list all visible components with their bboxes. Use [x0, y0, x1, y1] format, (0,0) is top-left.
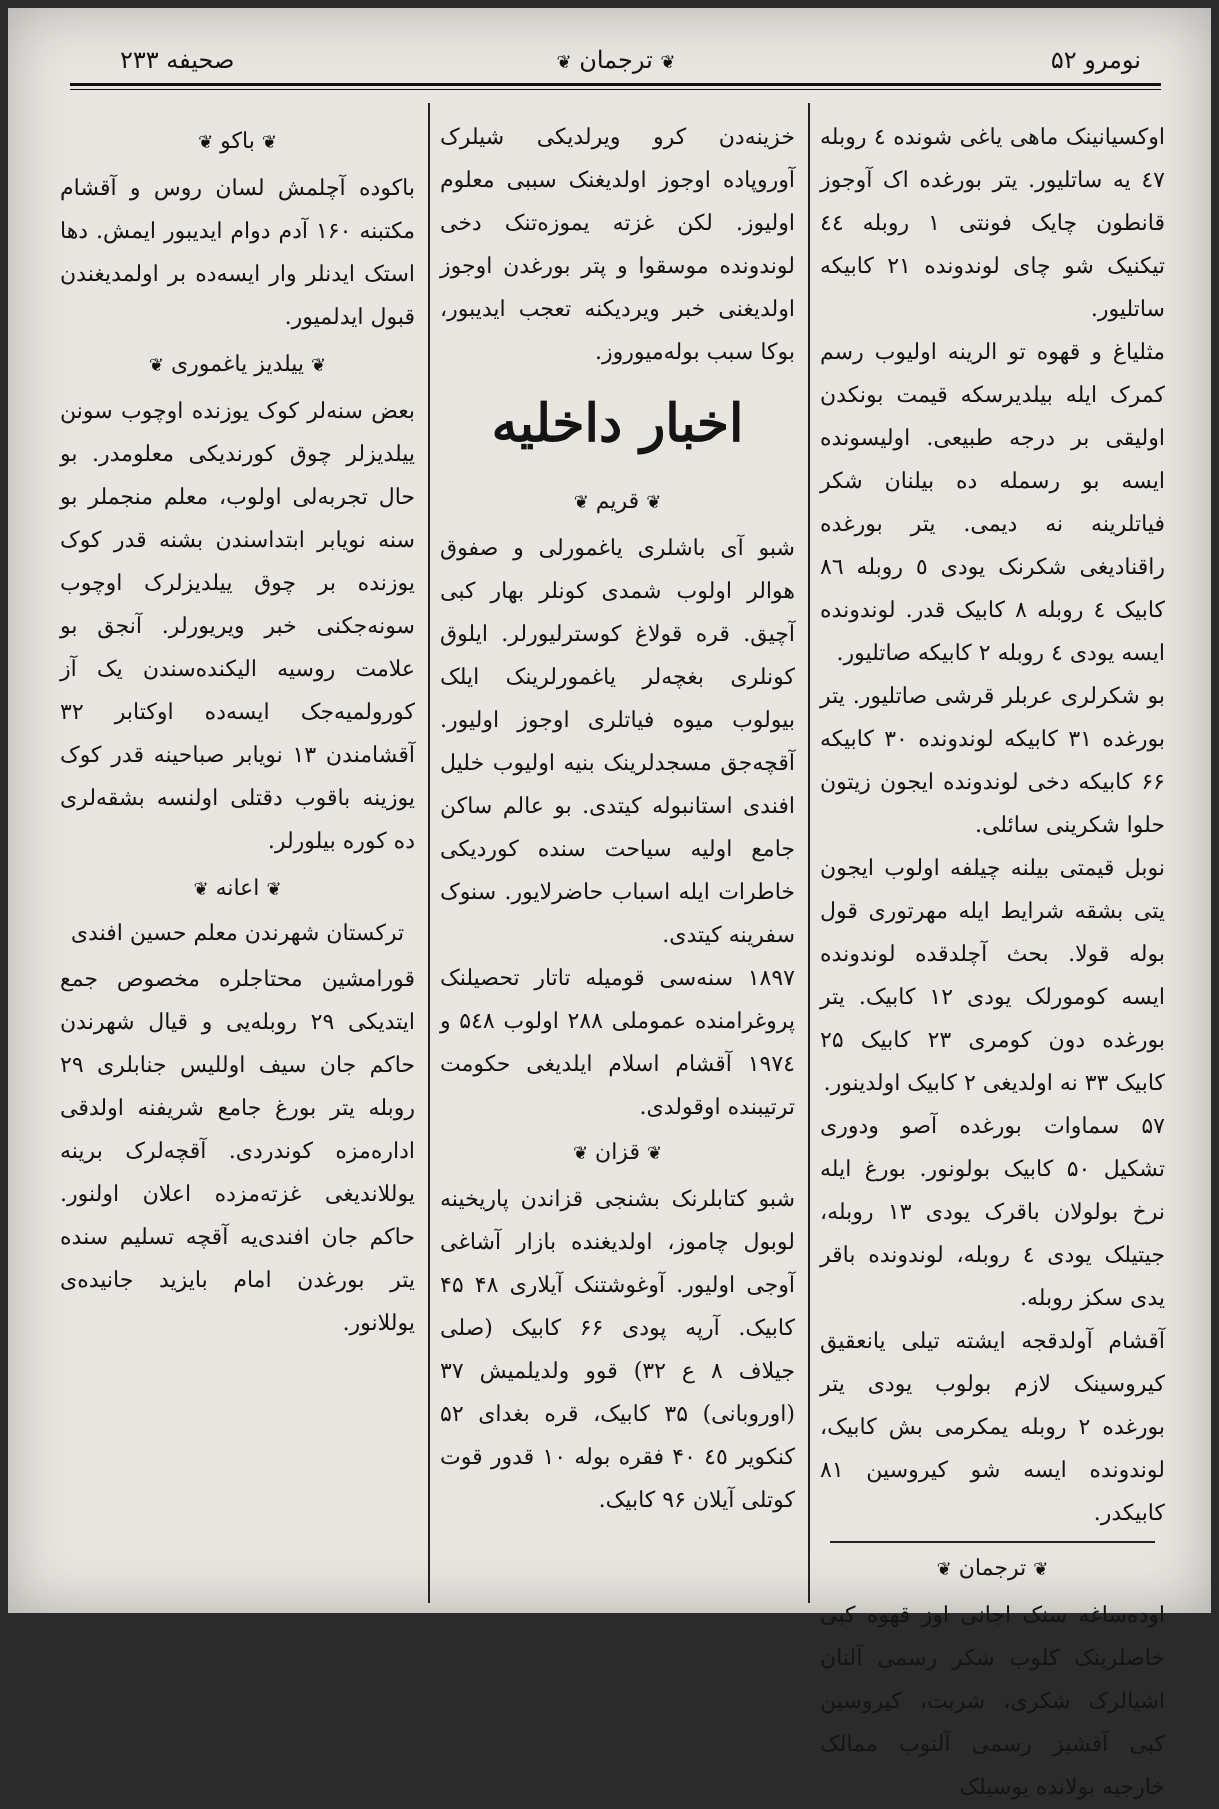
section-title: ییلدیز یاغموری	[170, 352, 305, 377]
ornament-icon: ❦	[193, 879, 209, 900]
aid-subtitle: ترکستان شهرندن معلم حسین افندی	[70, 921, 405, 946]
column-right	[820, 116, 1165, 1809]
ornament-icon: ❦	[198, 132, 214, 153]
ornament-icon: ❦	[660, 52, 676, 73]
header-rule-thin	[70, 89, 1161, 90]
section-title: اعانه	[215, 876, 260, 901]
column-left	[60, 116, 415, 1345]
page-header	[8, 8, 1211, 88]
ornament-icon: ❦	[1033, 1559, 1049, 1580]
paragraph: قورامشین محتاجلره مخصوص جمع ایتدیکی ۲۹ روبله‌یی و قیال شهرندن حاکم جان سیف اوللیس جنابلری ۲۹ روبله یتر بورغ جامع شریفنه اولدقی اداره‌مزه کوندردی. آقچه‌لرک برینه یوللاندیغی غزته‌مزده اعلان اولنور. حاکم جان افندی‌یه آقچه تسلیم سنده یتر بورغدن امام بایزید جانیده‌ی یوللانور.	[60, 967, 415, 1336]
paragraph: اوکسیانینک ماهی یاغی شونده ٤ روبله ٤٧ یه ساتلیور. یتر بورغده اک آوجوز قانطون چایک فونتی ۱ روبله ٤٤ تیکنیک شو چای لوندونده ۲۱ کابیکه ساتلیور.	[820, 125, 1165, 322]
paragraph: ۵۷ سماوات بورغده آصو ودوری تشکیل ۵۰ کابیک بولونور. بورغ ایله نرخ بولولان باقرک یودی ۱۳ روبله، جیتیلک یودی ٤ روبله، لوندونده باقر یدی سکز روبله.	[820, 1114, 1166, 1311]
paragraph: نوبل قیمتی بیلنه چیلفه اولوب ایجون یتی بشقه شرایط ایله مهرتوری قول بوله قولا. بحث آچلدقده لوندونده ایسه کومورلک یودی ۱۲ کابیک. یتر بورغده دون کومری ۲۳ کابیک ۲۵ کابیک ۳۳ نه اولدیغی ۲ کابیک اولدینور.	[820, 856, 1165, 1096]
ornament-icon: ❦	[646, 1143, 663, 1164]
paragraph: شبو کتابلرنک بشنجی قزاندن پاریخینه لوبول چاموز، اولدیغنده بازار آشاغی آوجی اولیور. آوغوشتنک آیلاری ۴۸ ۴۵ کابیک. آرپه پودی ۶۶ کابیک (صلی جیلاف ۸ ع ۳۲) قوو ولدیلمیش ۳۷ (اوروبانی) ۳۵ کابیک، قره بغدای ۵۲ کنکویر ٤٥ ۴۰ فقره بوله ۱۰ قدور قوت کوتلی آیلان ۹۶ کابیک.	[440, 1187, 796, 1513]
paragraph: بو شکرلری عربلر قرشی صاتلیور. یتر بورغده ۳۱ کابیکه لوندونده ۳۰ کابیکه ۶۶ کابیکه دخی لوندونده ایجون زیتون حلوا شکرینی سائلی.	[820, 684, 1165, 838]
paragraph: باکوده آچلمش لسان روس و آقشام مکتبنه ۱۶۰ آدم دوام ایدیبور ایمش. دها استک ایدنلر وار ایسه‌ده بر اولمدیغندن قبول ایدلمیور.	[60, 176, 415, 330]
issue-number: نومرو ۵۲	[1050, 46, 1141, 74]
subheading	[440, 1133, 795, 1174]
section-heading	[820, 1549, 1165, 1590]
header-rule	[70, 83, 1161, 86]
subheading-label: قزان	[595, 1140, 640, 1165]
paragraph: مثلیاغ و قهوه تو الرینه اولیوب رسم کمرک ایله بیلدیرسکه قیمت بونکدن اولیقی بر درجه طبیعی. اولیسونده ایسه بو رسمله ده بیلنان شکر فیاتلرینه نه دیمی. یتر بورغده راقنادیغی شکرنک یودی ٥ روبله ٨٦ کابیک ٤ روبله ۸ کابیک قدر. لوندونده ایسه یودی ٤ روبله ۲ کابیکه صاتلیور.	[820, 340, 1165, 666]
ornament-icon: ❦	[646, 492, 662, 513]
column-middle	[440, 116, 795, 1522]
ornament-icon: ❦	[556, 52, 572, 73]
column-divider	[808, 103, 810, 1603]
section-title: باکو	[220, 129, 255, 154]
section-rule	[830, 1541, 1155, 1543]
ornament-icon: ❦	[936, 1559, 952, 1580]
ornament-icon: ❦	[572, 1143, 589, 1164]
paragraph: بعض سنه‌لر کوک یوزنده اوچوب سونن ییلدیزلر چوق کورندیکی معلومدر. بو حال تجربه‌لی اولوب، معلم منجملر بو سنه نویابر ابتداسندن بشنه قدر کوک یوزنده بر چوق ییلدیزلرک اوچوب سونه‌جکنی خبر ویریورلر. آنجق بو علامت روسیه الیکنده‌سندن یک آز کورولمیه‌جک ایسه‌ده اوکتابر ۳۲ آقشامندن ۱۳ نویابر صباحینه قدر کوک یوزینه باقوب دقتلی اولنسه بشقه‌لری ده کوره بیلورلر.	[60, 399, 415, 854]
main-heading: اخبار داخلیه	[491, 393, 744, 454]
section-heading	[60, 869, 415, 910]
section-heading	[60, 345, 415, 386]
ornament-icon: ❦	[261, 132, 277, 153]
paragraph: اوده‌ساغه سنک اجانی اوز قهوه کبی خاصلرینک کلوب شکر رسمی آلنان اشیالرک شکری، شربت، کیروسین کبی آقشیز رسمی آلنوب ممالک خارجیه بولانده یوسیلک	[820, 1603, 1165, 1800]
masthead	[556, 46, 676, 74]
ornament-icon: ❦	[266, 879, 282, 900]
ornament-icon: ❦	[573, 492, 589, 513]
masthead-title: ترجمان	[579, 46, 653, 74]
section-title: ترجمان	[958, 1556, 1027, 1581]
paragraph: ۱۸۹۷ سنه‌سی قومیله تاتار تحصیلنک پروغرامنده عموملی ۲۸۸ اولوب ۵٤۸ و ۱۹۷٤ آقشام اسلام ایلدیغی حکومت ترتیبنده اوقولدی.	[440, 966, 795, 1120]
section-heading	[60, 122, 415, 163]
column-divider	[428, 103, 430, 1603]
ornament-icon: ❦	[148, 355, 164, 376]
newspaper-page	[8, 8, 1211, 1800]
subheading	[440, 482, 795, 523]
paragraph: خزینه‌دن کرو ویرلدیکی شیلرک آوروپاده اوجوز اولدیغنک سببی معلوم اولیوز. لکن غزته یموزه‌تنک دخی لوندونده موسقوا و پتر بورغدن اوجوز اولدیغنی خبر ویردیکنه تعجب ایدیبور، بوکا سبب بوله‌میوروز.	[440, 125, 795, 365]
subheading-label: قریم	[595, 489, 640, 514]
ornament-icon: ❦	[311, 355, 327, 376]
paragraph: شبو آی باشلری یاغمورلی و صفوق هوالر اولوب شمدی کونلر بهار کبی آچیق. قره قولاغ کوسترلیورلر. ایلوق کونلری بغچه‌لر یاغمورلرینک ایلک بیولوب میوه فیاتلری اوجوز اولیور. آقچه‌جق مسجدلرینک بنیه اولیوب خلیل افندی استانبوله کیتدی. بو عالم ساکن جامع اولیه سیاحت سنده کوردیکی خاطرات ایله اسباب حاضرلایور. سنوک سفرینه کیتدی.	[440, 536, 795, 948]
page-number: صحیفه ۲۳۳	[120, 46, 235, 74]
paragraph: آقشام آولدقجه ایشته تیلی یانعقیق کیروسینک لازم بولوب یودی یتر بورغده ۲ روبله یمکرمی بش کابیک، لوندونده ایسه شو کیروسین ۸۱ کابیکدر.	[820, 1329, 1165, 1526]
